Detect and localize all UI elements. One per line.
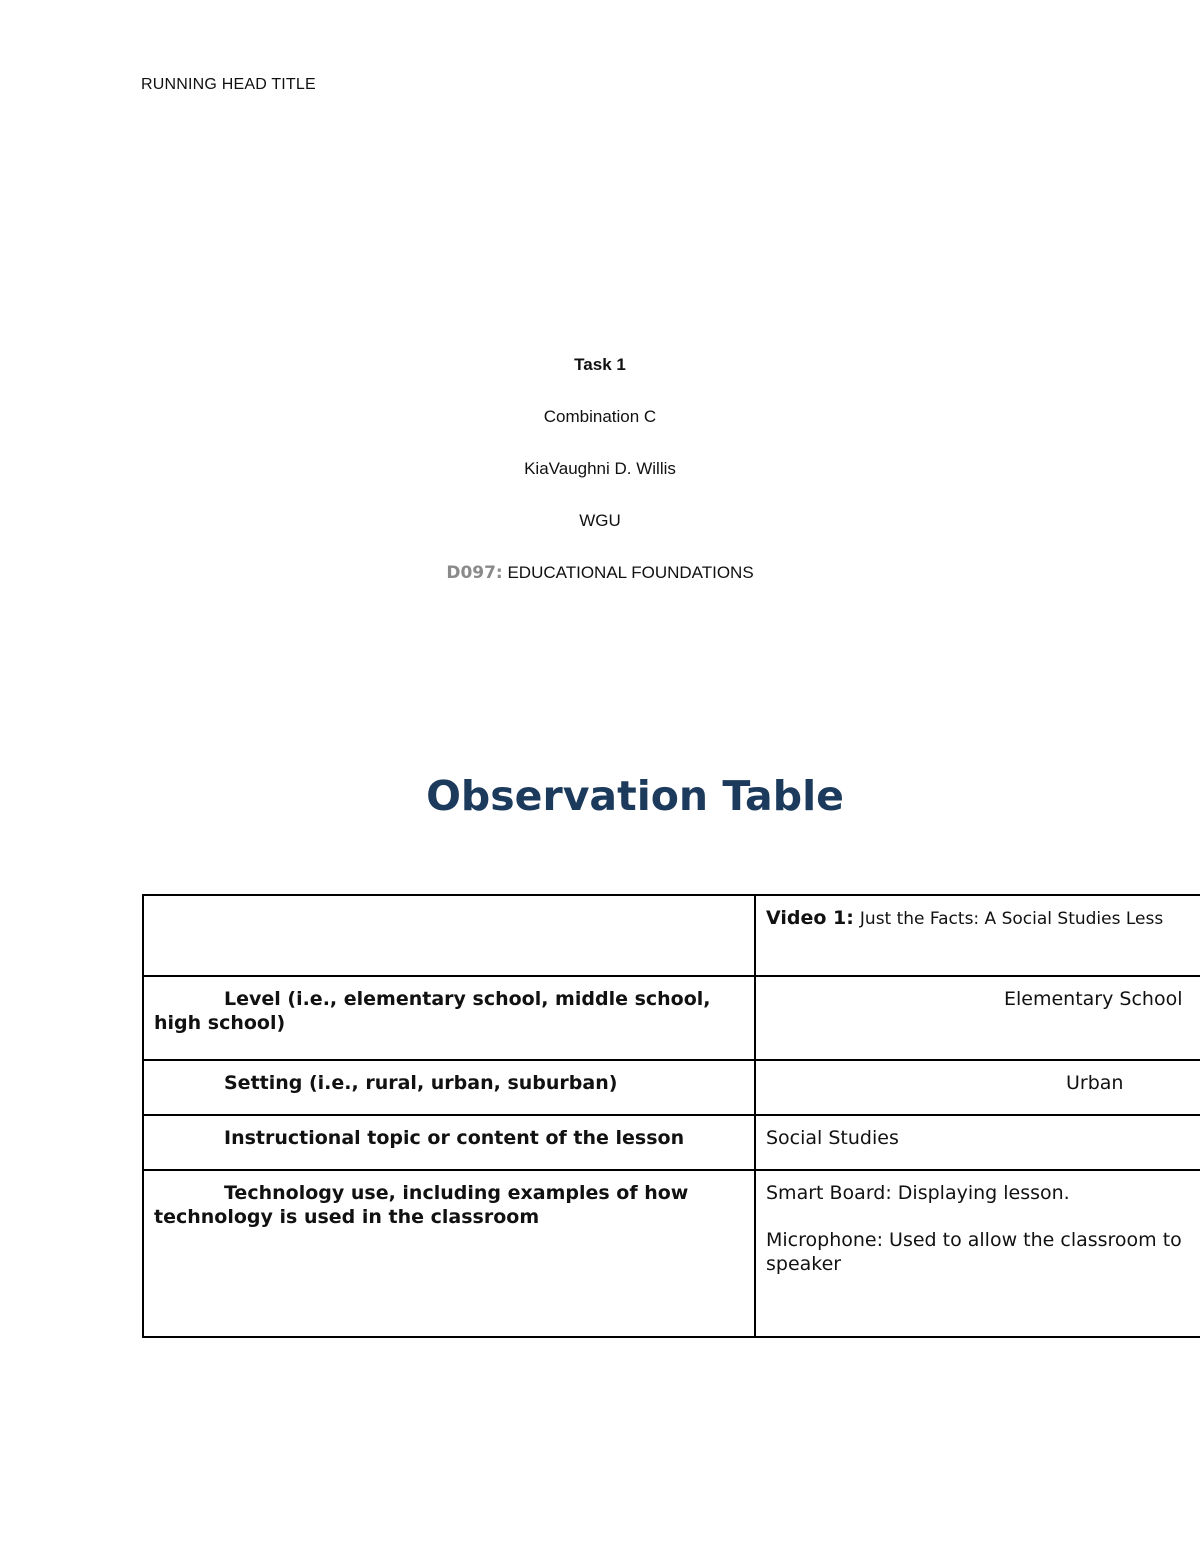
observation-table-title: Observation Table (426, 772, 844, 820)
setting-label: Setting (i.e., rural, urban, suburban) (224, 1072, 618, 1094)
technology-label-line2: technology is used in the classroom (154, 1206, 540, 1228)
table-row (143, 1170, 1200, 1337)
row-value-setting (755, 1060, 1200, 1115)
table-header-row (143, 895, 1200, 976)
row-value-technology (755, 1170, 1200, 1337)
observation-table (142, 894, 1200, 1338)
row-label-technology (143, 1170, 755, 1337)
header-empty-cell (143, 895, 755, 976)
video-label: Video 1: (766, 907, 854, 929)
level-label-line1: Level (i.e., elementary school, middle school, (224, 988, 711, 1010)
author-name: KiaVaughni D. Willis (524, 459, 676, 478)
combination-line: Combination C (543, 407, 657, 426)
row-label-topic (143, 1115, 755, 1170)
title-page-block (0, 352, 1200, 612)
task-title: Task 1 (574, 355, 626, 374)
topic-label: Instructional topic or content of the lesson (224, 1127, 685, 1149)
technology-label-line1: Technology use, including examples of how (224, 1182, 689, 1204)
running-head: RUNNING HEAD TITLE (141, 76, 316, 93)
institution-name: WGU (579, 511, 621, 530)
setting-value: Urban (1066, 1072, 1124, 1094)
row-value-topic (755, 1115, 1200, 1170)
table-row (143, 1060, 1200, 1115)
table-row (143, 976, 1200, 1060)
technology-value-smart-board: Smart Board: Displaying lesson. (766, 1182, 1070, 1204)
microphone-line2: speaker (766, 1253, 842, 1275)
video-title: Just the Facts: A Social Studies Less (859, 909, 1164, 929)
microphone-line1: Microphone: Used to allow the classroom to (766, 1229, 1182, 1251)
topic-value: Social Studies (766, 1127, 899, 1149)
table-row (143, 1115, 1200, 1170)
level-value: Elementary School (1004, 988, 1183, 1010)
technology-value-microphone (766, 1228, 1200, 1276)
level-label-line2: high school) (154, 1012, 286, 1034)
row-label-setting (143, 1060, 755, 1115)
course-code: D097: (446, 563, 503, 583)
row-label-level (143, 976, 755, 1060)
course-name: EDUCATIONAL FOUNDATIONS (507, 563, 754, 582)
course-line (0, 560, 1200, 612)
row-value-level (755, 976, 1200, 1060)
video-header-cell (755, 895, 1200, 976)
